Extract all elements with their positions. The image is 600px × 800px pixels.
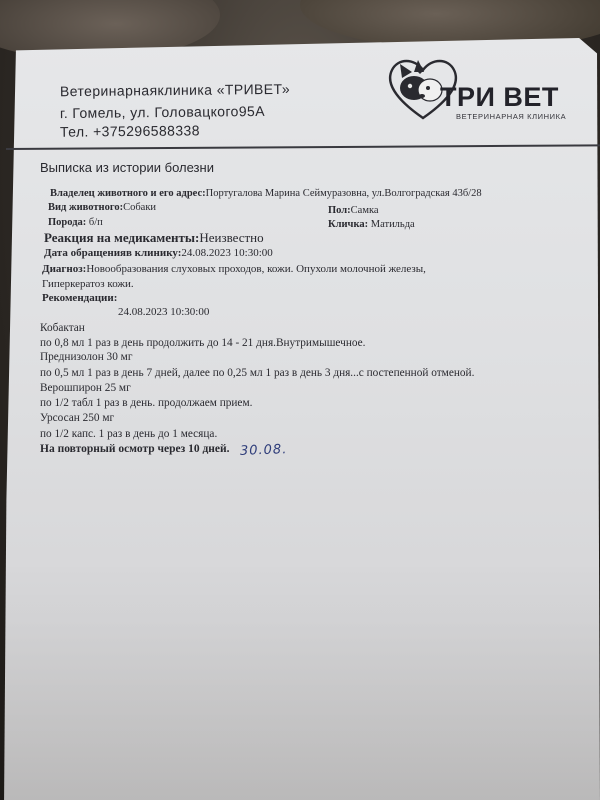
nickname-value: Матильда (370, 219, 415, 230)
visit-date-value: 24.08.2023 10:30:00 (181, 247, 273, 259)
sex-label: Пол: (328, 205, 351, 216)
diagnosis-line-2: Гиперкератоз кожи. (42, 278, 134, 290)
drug-name: Урсосан 250 мг (40, 412, 115, 424)
clinic-name: Ветеринарнаяклиника «ТРИВЕТ» (59, 80, 291, 100)
visit-date-label: Дата обращенияв клинику: (44, 247, 182, 259)
sex-line (328, 205, 379, 216)
recommendations-date: 24.08.2023 10:30:00 (118, 306, 210, 318)
clinic-phone: Тел. +375296588338 (59, 122, 200, 140)
logo-text: ТРИ ВЕТ (440, 82, 559, 112)
clinic-address: г. Гомель, ул. Головацкого95А (59, 102, 266, 122)
animal-type-value: Собаки (123, 202, 157, 213)
drug-name: Верошпирон 25 мг (40, 382, 131, 394)
drug-name: Кобактан (40, 322, 85, 334)
drug-dosage: по 0,5 мл 1 раз в день 7 дней, далее по 0,25 мл 1 раз в день 3 дня...с постепенной отменой. (40, 367, 475, 379)
animal-type-label: Вид животного: (48, 202, 124, 213)
reaction-line (44, 230, 264, 246)
handwritten-date: 30.08. (239, 442, 288, 459)
owner-line (50, 188, 482, 199)
drug-dosage: по 1/2 табл 1 раз в день. продолжаем прием. (40, 397, 253, 409)
reaction-label: Реакция на медикаменты: (44, 230, 200, 245)
nickname-line (328, 219, 415, 230)
drug-name: Преднизолон 30 мг (40, 351, 133, 363)
document-title: Выписка из истории болезни (40, 160, 214, 175)
owner-label: Владелец животного и его адрес: (50, 188, 206, 199)
logo-subtitle: ВЕТЕРИНАРНАЯ КЛИНИКА (456, 112, 567, 121)
diagnosis-label: Диагноз: (42, 263, 87, 275)
reaction-value: Неизвестно (199, 230, 264, 245)
visit-date-line (44, 247, 273, 259)
breed-line (48, 217, 103, 228)
breed-value: б/п (88, 217, 103, 228)
diagnosis-text-1: Новообразования слуховых проходов, кожи. Опухоли молочной железы, (86, 263, 426, 275)
animal-type-line (48, 202, 156, 213)
owner-value: Португалова Марина Сеймуразовна, ул.Волгоградская 43б/28 (205, 188, 482, 199)
sex-value: Самка (350, 205, 379, 216)
drug-dosage: по 1/2 капс. 1 раз в день до 1 месяца. (40, 428, 218, 440)
breed-label: Порода: (48, 217, 87, 228)
followup-text: На повторный осмотр через 10 дней. (40, 443, 230, 455)
diagnosis-line-1 (42, 263, 426, 275)
recommendations-label: Рекомендации: (42, 292, 118, 304)
drug-dosage: по 0,8 мл 1 раз в день продолжить до 14 - 21 дня.Внутримышечное. (40, 337, 366, 349)
nickname-label: Кличка: (328, 219, 369, 230)
